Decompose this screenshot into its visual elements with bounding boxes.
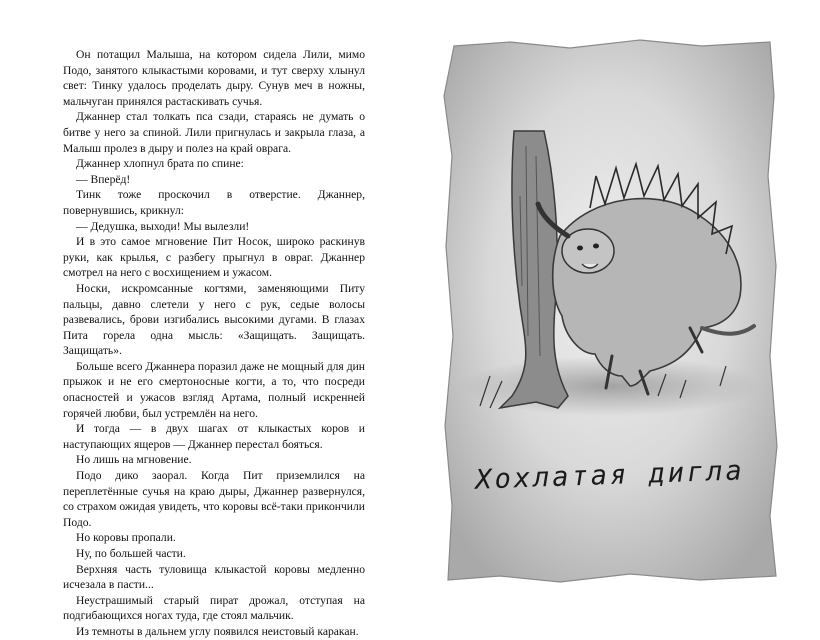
story-text <box>63 47 365 640</box>
paragraph: Больше всего Джаннера поразил даже не мощный для дин прыжок и не его смертоносные когти, а то, что посреди опасностей и ужасов взгляд Артама, полный искренней горячей любви, был устремлён на него. <box>63 359 365 420</box>
paragraph: Подо дико заорал. Когда Пит приземлился на переплетённые сучья на краю дыры, Джаннер развернулся, со страхом ожидая увидеть, что коровы всё-таки прикончили Подо. <box>63 469 365 529</box>
paragraph: — Дедушка, выходи! Мы вылезли! <box>76 219 250 233</box>
paragraph: Ну, по большей части. <box>76 547 186 560</box>
paragraph: — Вперёд! <box>76 172 131 186</box>
paragraph: Джаннер хлопнул брата по спине: <box>76 157 244 171</box>
paragraph: Но лишь на мгновение. <box>76 453 192 467</box>
illustration-caption: Хохлатая дигла <box>474 455 746 496</box>
paragraph: Тинк тоже проскочил в отверстие. Джаннер, повернувшись, крикнул: <box>63 188 365 217</box>
paragraph: И в это самое мгновение Пит Носок, широко раскинув руки, как крылья, с разбегу прыгнул в овраг. Джаннер смотрел на него с восхищением и ужасом. <box>63 235 365 280</box>
paragraph: Верхняя часть туловища клыкастой коровы медленно исчезала в пасти... <box>63 562 365 592</box>
paragraph: И тогда — в двух шагах от клыкастых коров и наступающих ящеров — Джаннер перестал бояться. <box>63 422 365 451</box>
parchment-illustration <box>440 36 780 584</box>
paragraph: Джаннер стал толкать пса сзади, стараясь не думать о битве у него за спиной. Лили пригнулась и закрыла глаза, а Малыш пролез в дыру и полез на край оврага. <box>63 110 365 155</box>
paragraph: Неустрашимый старый пират дрожал, отступая на подгибающихся ногах туда, где стоял мальчик. <box>63 593 365 623</box>
paragraph: Он потащил Малыша, на котором сидела Лили, мимо Подо, занятого клыкастыми коровами, и тут сверху хлынул свет: Тинку удалось проделать дыру. Сунув меч в ножны, мальчуган принялся растаскивать сучья. <box>63 48 365 108</box>
left-page <box>0 0 410 638</box>
paragraph: Носки, искромсанные когтями, заменяющими Питу пальцы, давно слетели у него с рук, седые волосы развевались, брови изгибались высокими дугами. В глазах Пита горела одна мысль: «Защищать. Защищать. Защищать». <box>63 281 365 358</box>
right-page <box>410 0 820 629</box>
paragraph: Из темноты в дальнем углу появился неистовый каракан. <box>76 624 359 638</box>
paragraph: Но коровы пропали. <box>76 531 176 545</box>
